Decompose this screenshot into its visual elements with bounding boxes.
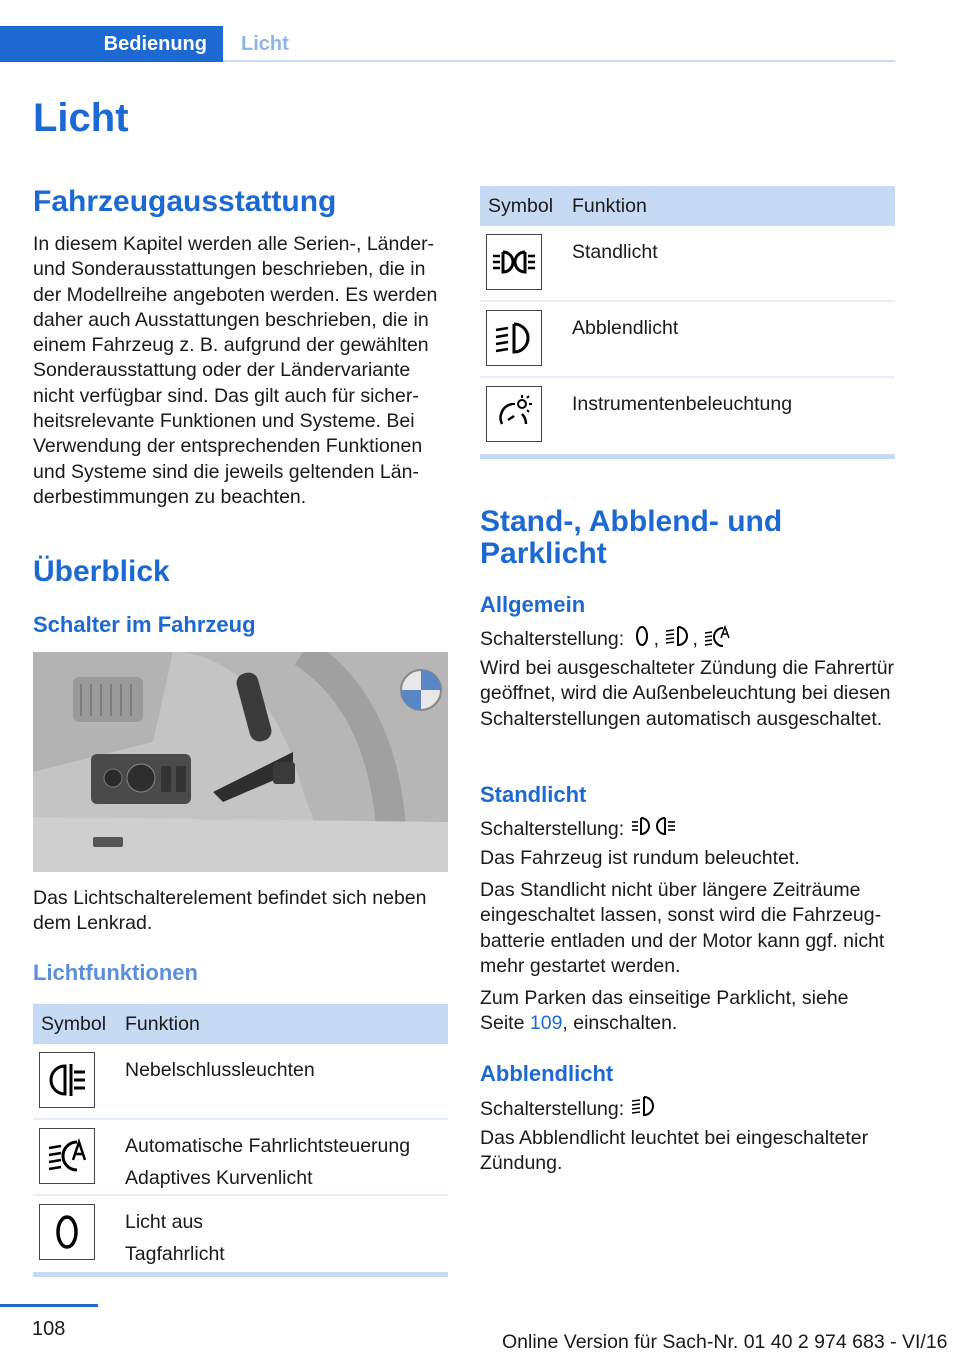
instrument-lighting-icon — [486, 386, 542, 442]
online-version-note: Online Version für Sach-Nr. 01 40 2 974 683 - VI/16 — [502, 1331, 948, 1353]
function-label: Licht aus — [125, 1211, 204, 1233]
table-header — [480, 186, 895, 226]
function-label: Adaptives Kurvenlicht — [125, 1167, 313, 1189]
text-fragment: Zum Parken das einseitige Parklicht, siehe Seite — [480, 987, 849, 1035]
schalterstellung-abblendlicht — [480, 1094, 895, 1125]
heading-stand-abblend-parklicht: Stand-, Abblend- und Parklicht — [480, 505, 783, 570]
page-number: 108 — [32, 1318, 66, 1340]
parking-light-inline-icon — [630, 814, 678, 845]
table-header — [33, 1004, 448, 1044]
schalterstellung-label: Schalterstellung: — [480, 817, 625, 840]
dashboard-illustration — [33, 652, 448, 872]
table-row — [480, 378, 895, 454]
low-beam-inline-icon — [630, 1094, 658, 1125]
automatic-headlight-icon — [39, 1128, 95, 1184]
schalterstellung-allgemein — [480, 624, 895, 655]
header-tab-licht[interactable]: Licht — [241, 33, 289, 55]
schalterstellung-label: Schalterstellung: — [480, 627, 625, 650]
low-beam-inline-icon — [664, 624, 692, 655]
table-row — [480, 302, 895, 378]
column-header-funktion: Funktion — [125, 1012, 200, 1035]
heading-schalter-im-fahrzeug: Schalter im Fahrzeug — [33, 612, 256, 637]
table-bottom-rule — [480, 454, 895, 459]
automatic-headlight-inline-icon — [703, 624, 731, 655]
paragraph-standlicht-1: Das Fahrzeug ist rundum beleuchtet. — [480, 847, 800, 869]
page-link-109[interactable]: 109 — [529, 1012, 563, 1035]
low-beam-icon — [486, 310, 542, 366]
text-fragment: , einschalten. — [562, 1012, 678, 1035]
licht-symbol-table — [480, 186, 895, 459]
heading-lichtfunktionen: Lichtfunktionen — [33, 960, 198, 985]
rear-fog-light-icon — [39, 1052, 95, 1108]
column-header-funktion: Funktion — [572, 194, 647, 217]
table-row — [33, 1196, 448, 1272]
page-title: Licht — [33, 96, 129, 140]
column-header-symbol: Symbol — [41, 1012, 107, 1035]
paragraph-standlicht-2: Das Standlicht nicht über längere Zeiträume eingeschaltet lassen, sonst wird die Fahrzeugbatterie entladen und der Motor kann ggf. nicht mehr gestartet werden. — [480, 879, 885, 977]
lichtfunktionen-table — [33, 1004, 448, 1277]
parking-light-icon — [486, 234, 542, 290]
page-header — [0, 26, 895, 62]
function-label: Automatische Fahrlichtsteuerung — [125, 1135, 411, 1157]
function-label: Nebelschlussleuchten — [125, 1059, 315, 1081]
lights-off-inline-icon — [630, 624, 654, 655]
heading-ueberblick: Überblick — [33, 555, 170, 588]
function-label: Instrumentenbeleuchtung — [572, 393, 793, 415]
heading-standlicht: Standlicht — [480, 782, 587, 807]
table-row — [33, 1044, 448, 1120]
function-label: Standlicht — [572, 241, 658, 263]
separator: , — [692, 627, 698, 650]
table-row — [480, 226, 895, 302]
separator: , — [653, 627, 660, 650]
dashboard-light-switch-photo — [33, 652, 448, 872]
paragraph-schalter: Das Lichtschalterelement befindet sich neben dem Lenkrad. — [33, 887, 427, 935]
function-label: Abblendlicht — [572, 317, 679, 339]
lights-off-icon — [39, 1204, 95, 1260]
function-label: Tagfahrlicht — [125, 1243, 225, 1265]
heading-fahrzeugausstattung: Fahrzeugausstattung — [33, 185, 337, 218]
header-tab-bedienung[interactable]: Bedienung — [0, 26, 223, 62]
table-row — [33, 1120, 448, 1196]
heading-abblendlicht: Abblendlicht — [480, 1061, 614, 1086]
column-header-symbol: Symbol — [488, 194, 554, 217]
paragraph-allgemein: Wird bei ausgeschalteter Zündung die Fahrertür geöffnet, wird die Außenbeleuchtung bei diesen Schalterstellungen automatisch ausgeschaltet. — [480, 657, 895, 730]
table-bottom-rule — [33, 1272, 448, 1277]
paragraph-standlicht-3 — [480, 986, 895, 1037]
paragraph-fahrzeugausstattung: In diesem Kapitel werden alle Serien-, Länder- und Sonderausstattungen beschrieben, die in der Modellreihe angeboten werden. Es werden daher auch Ausstattungen beschrieben, die in einem Fahrzeug z. B. aufgrund der gewählten Sonderausstattung oder der Ländervariante nicht verfügbar sind. Das gilt auch für sicherheitsrelevante Funktionen und Systeme. Bei Verwendung der entsprechenden Funktionen und Systeme sind die jeweils geltenden Länderbestimmungen zu beachten. — [33, 233, 438, 508]
paragraph-abblendlicht: Das Abblendlicht leuchtet bei eingeschalteter Zündung. — [480, 1127, 869, 1175]
schalterstellung-standlicht — [480, 814, 895, 845]
schalterstellung-label: Schalterstellung: — [480, 1097, 625, 1120]
footer-rule — [0, 1304, 98, 1307]
heading-allgemein: Allgemein — [480, 592, 586, 617]
